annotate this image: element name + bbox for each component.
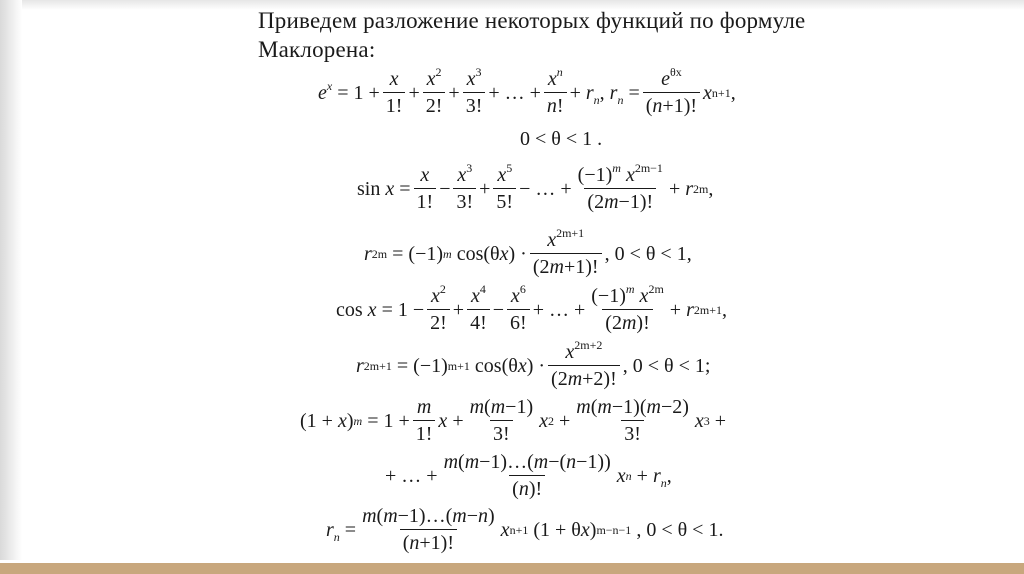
formula-cos-remainder: r 2m+1 = (−1) m+1 cos(θ x ) · $\frac{x^{2m+2}}{(2m+2)!}$ , 0 < θ < 1; (356, 338, 711, 390)
footer-band (0, 563, 1024, 574)
formula-exp: $e^x$ = 1 + $\frac{x}{1!}$ + $\frac{x^2}{2!}$ + $\frac{x^3}{3!}$ + … + $\frac{x^n}{n!}$ + $r_n$ , $r_n$ = $\frac{e^{\theta x}}{(n+1)!}$ x n+1 , (318, 65, 736, 117)
slide-left-shadow (0, 0, 22, 560)
formula-exp-condition: 0 < θ < 1 . (520, 128, 603, 150)
formula-binomial-remainder: $r_n$ = $\frac{m(m-1)\dots(m-n)}{(n+1)!}$ x n+1 (1 + θ x ) m−n−1 , 0 < θ < 1. (326, 505, 724, 554)
intro-text: Приведем разложение некоторых функций по формуле Маклорена: (258, 8, 806, 62)
formula-binomial: (1 + x ) m = 1 + $\frac{m}{1!}$ x + $\frac{m(m-1)}{3!}$ x 2 + $\frac{m(m-1)(m-2)}{3!}$ x 3 + (300, 396, 727, 445)
formula-cos: cos x = 1 − $\frac{x^2}{2!}$ + $\frac{x^4}{4!}$ − $\frac{x^6}{6!}$ + … + $\frac{(-1)^m x^{2m}}{(2m)!}$ + r 2m+1 , (336, 282, 727, 334)
formula-binomial-continued: + … + $\frac{m(m-1)\dots(m-(n-1))}{(n)!}$ x n + $r_n$ , (385, 451, 672, 500)
formula-sin-remainder: r 2m = (−1) m cos(θ x ) · $\frac{x^{2m+1}}{(2m+1)!}$ , 0 < θ < 1, (364, 226, 692, 278)
formula-sin: sin x = $\frac{x}{1!}$ − $\frac{x^3}{3!}$ + $\frac{x^5}{5!}$ − … + $\frac{(-1)^m x^{2m-1}}{(2m-1)!}$ + r 2m , (357, 161, 714, 213)
